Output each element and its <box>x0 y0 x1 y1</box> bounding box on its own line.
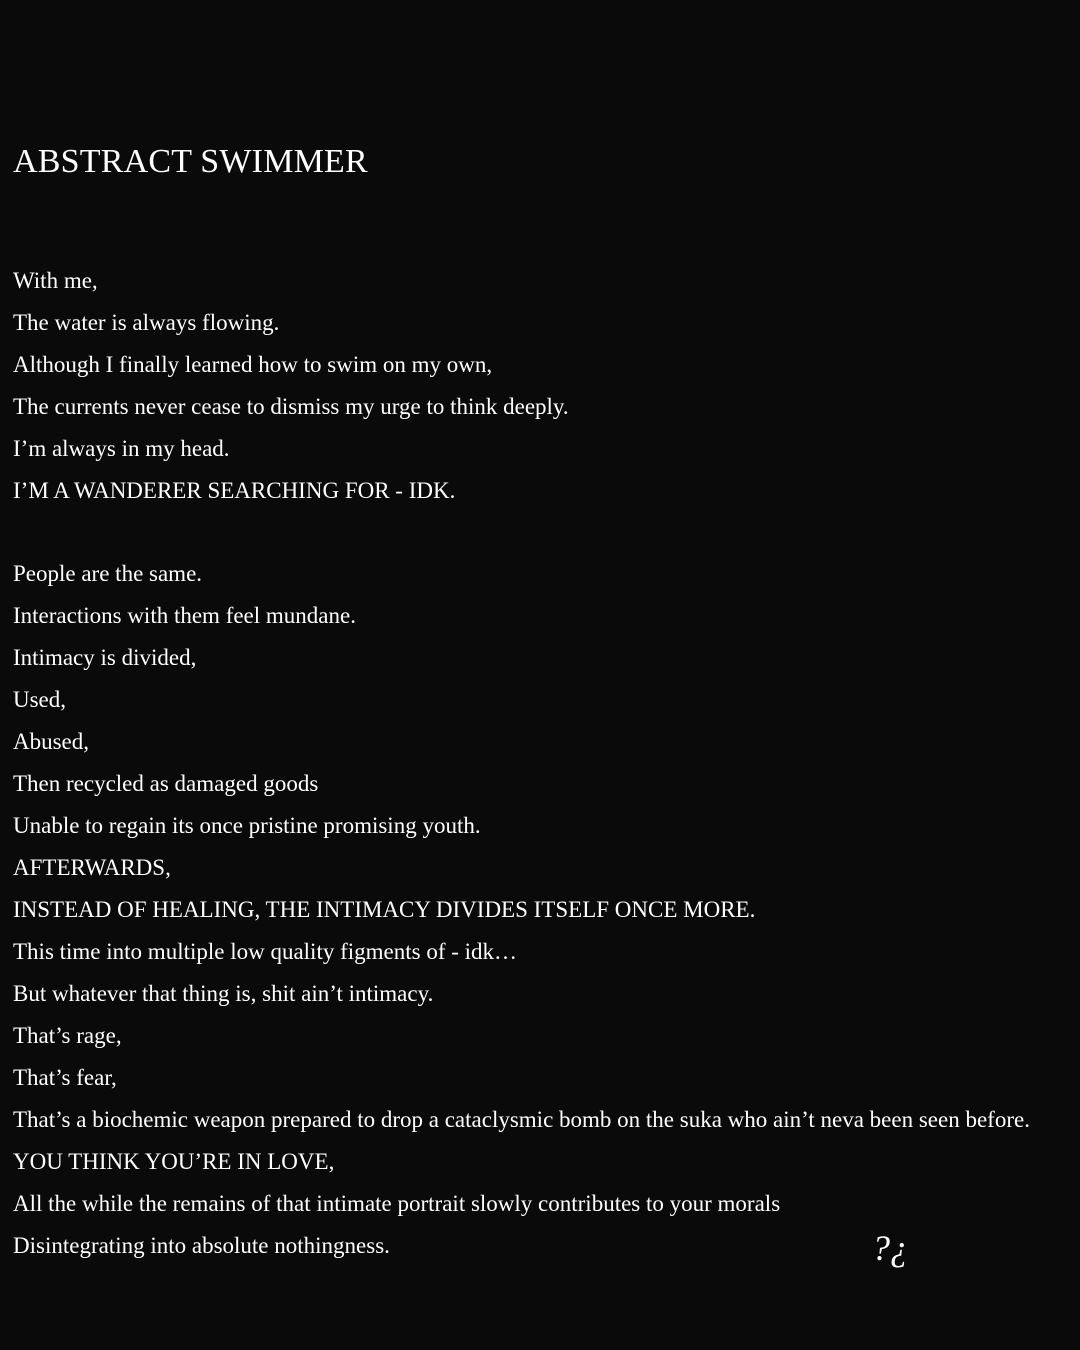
poem-line: Intimacy is divided, <box>13 645 197 670</box>
poem-line: Although I finally learned how to swim on my own, <box>13 352 493 377</box>
stanza-2 <box>13 553 1080 1267</box>
poem-line: But whatever that thing is, shit ain’t intimacy. <box>13 981 434 1006</box>
poem-body <box>13 260 1080 1267</box>
poem-line: AFTERWARDS, <box>13 855 171 880</box>
poem-line: Then recycled as damaged goods <box>13 771 319 796</box>
poem-line: Disintegrating into absolute nothingness. <box>13 1233 390 1258</box>
poem-line: YOU THINK YOU’RE IN LOVE, <box>13 1149 335 1174</box>
poem-line: With me, <box>13 268 98 293</box>
question-mark-signature: ?¿ <box>872 1228 908 1268</box>
poem-line: Interactions with them feel mundane. <box>13 603 356 628</box>
poem-line: Used, <box>13 687 67 712</box>
poem-line: INSTEAD OF HEALING, THE INTIMACY DIVIDES ITSELF ONCE MORE. <box>13 897 756 922</box>
poem-line: I’M A WANDERER SEARCHING FOR - IDK. <box>13 478 456 503</box>
poem-title: ABSTRACT SWIMMER <box>13 143 368 180</box>
poem-line: I’m always in my head. <box>13 436 230 461</box>
poem-line: The water is always flowing. <box>13 310 280 335</box>
poem-line: That’s a biochemic weapon prepared to drop a cataclysmic bomb on the suka who ain’t neva been seen before. <box>13 1107 1030 1132</box>
stanza-break <box>13 512 1080 553</box>
poem-line: Unable to regain its once pristine promising youth. <box>13 813 481 838</box>
poem-line: All the while the remains of that intimate portrait slowly contributes to your morals <box>13 1191 781 1216</box>
poem-line: Abused, <box>13 729 90 754</box>
poem-line: This time into multiple low quality figments of - idk… <box>13 939 518 964</box>
poem-line: That’s rage, <box>13 1023 122 1048</box>
stanza-1 <box>13 260 1080 512</box>
poem-line: That’s fear, <box>13 1065 117 1090</box>
poem-line: People are the same. <box>13 561 203 586</box>
poem-line: The currents never cease to dismiss my urge to think deeply. <box>13 394 569 419</box>
